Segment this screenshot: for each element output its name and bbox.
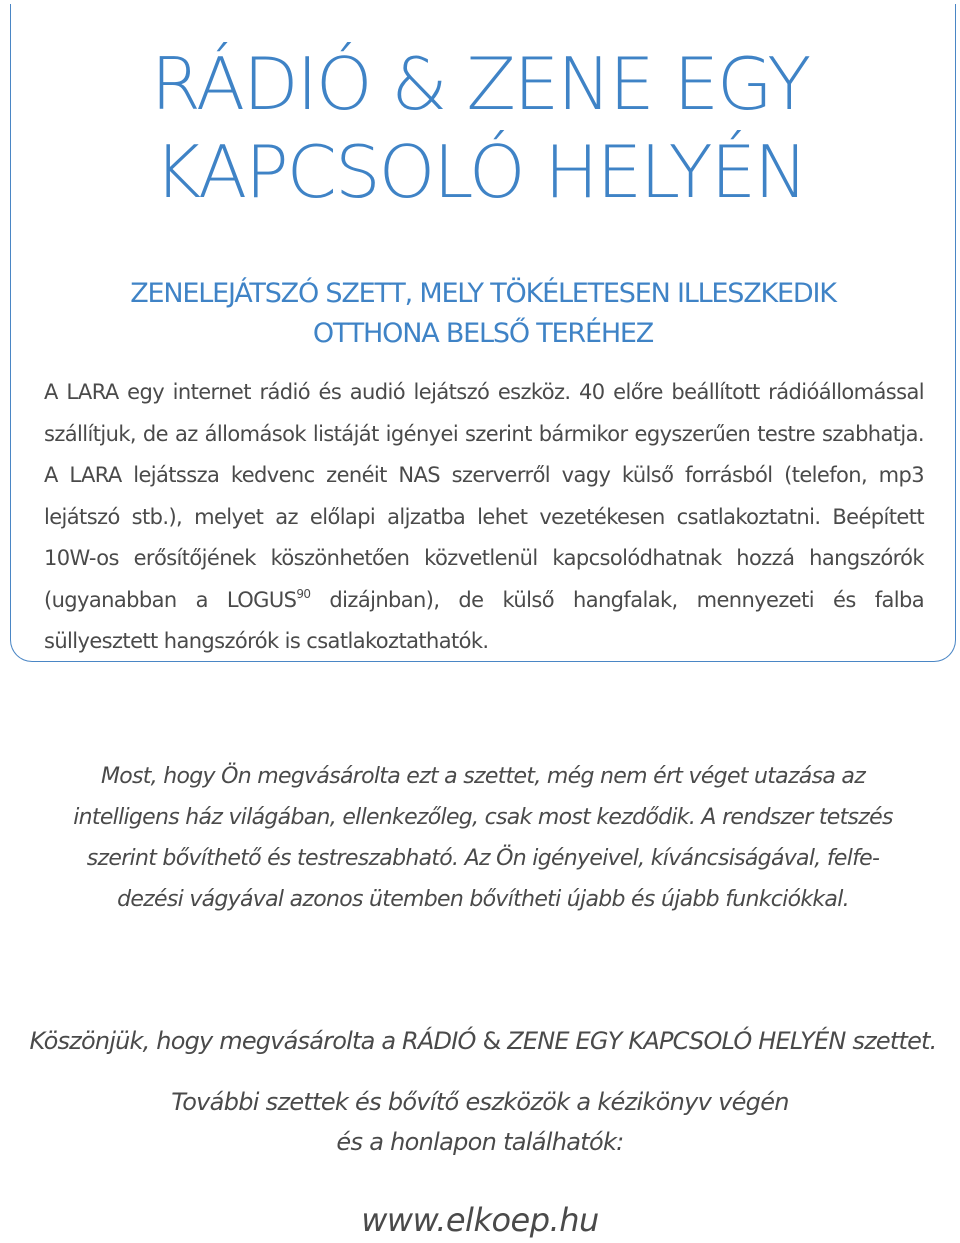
ampersand: & [482,1027,501,1055]
thank-you-text-1: Köszönjük, hogy megvásárolta a RÁDIÓ [29,1027,483,1055]
more-info-line-2: és a honlapon találhatók: [336,1128,624,1156]
expansion-note-line-2: intelligens ház világában, ellenkezőleg, csak most kezdődik. A rendszer tetszés [73,805,893,830]
more-info-note [0,1082,960,1162]
description-text-1: A LARA egy internet rádió és audió lejátszó eszköz. 40 előre beállított rádióállomással szállítjuk, de az állomások listáját igényei szerint bármikor egyszerűen testre szabhatja. A LARA lejátssza kedvenc zenéit NAS szerverről vagy külső forrásból (telefon, mp3 lejátszó stb.), melyet az előlapi aljzatba lehet vezetékesen csatlakoztatni. Beépített 10W-os erősítőjének köszönhetően közvetlenül kapcsolódhatnak hozzá hangszórók (ugyanabban a LOGUS [44,380,924,612]
page-subtitle-line-2: OTTHONA BELSŐ TERÉHEZ [312,318,654,349]
logus-superscript: 90 [296,586,311,601]
page-title-line-1: RÁDIÓ & ZENE EGY [150,42,810,126]
page-title-line-2: KAPCSOLÓ HELYÉN [154,130,806,214]
page-subtitle [0,274,960,354]
thank-you-note [0,1022,960,1060]
page-subtitle-line-1: ZENELEJÁTSZÓ SZETT, MELY TÖKÉLETESEN ILLESZKEDIK [130,278,836,309]
website-link[interactable]: www.elkoep.hu [361,1201,599,1239]
expansion-note-line-4: dezési vágyával azonos ütemben bővítheti újabb és újabb funkciókkal. [117,887,849,912]
product-description [44,372,924,663]
description-text-2: dizájnban), de külső hangfalak, mennyezeti és falba süllyesztett hangszórók is csatlakoztathatók. [44,587,924,653]
thank-you-text-2: ZENE EGY KAPCSOLÓ HELYÉN szettet. [500,1027,937,1055]
more-info-line-1: További szettek és bővítő eszközök a kézikönyv végén [171,1088,789,1116]
page-title [0,40,960,216]
expansion-note-line-1: Most, hogy Ön megvásárolta ezt a szettet, még nem ért véget utazása az [100,764,866,789]
expansion-note-line-3: szerint bővíthető és testreszabható. Az Ön igényeivel, kíváncsiságával, felfe- [86,846,880,871]
expansion-note [0,756,960,920]
